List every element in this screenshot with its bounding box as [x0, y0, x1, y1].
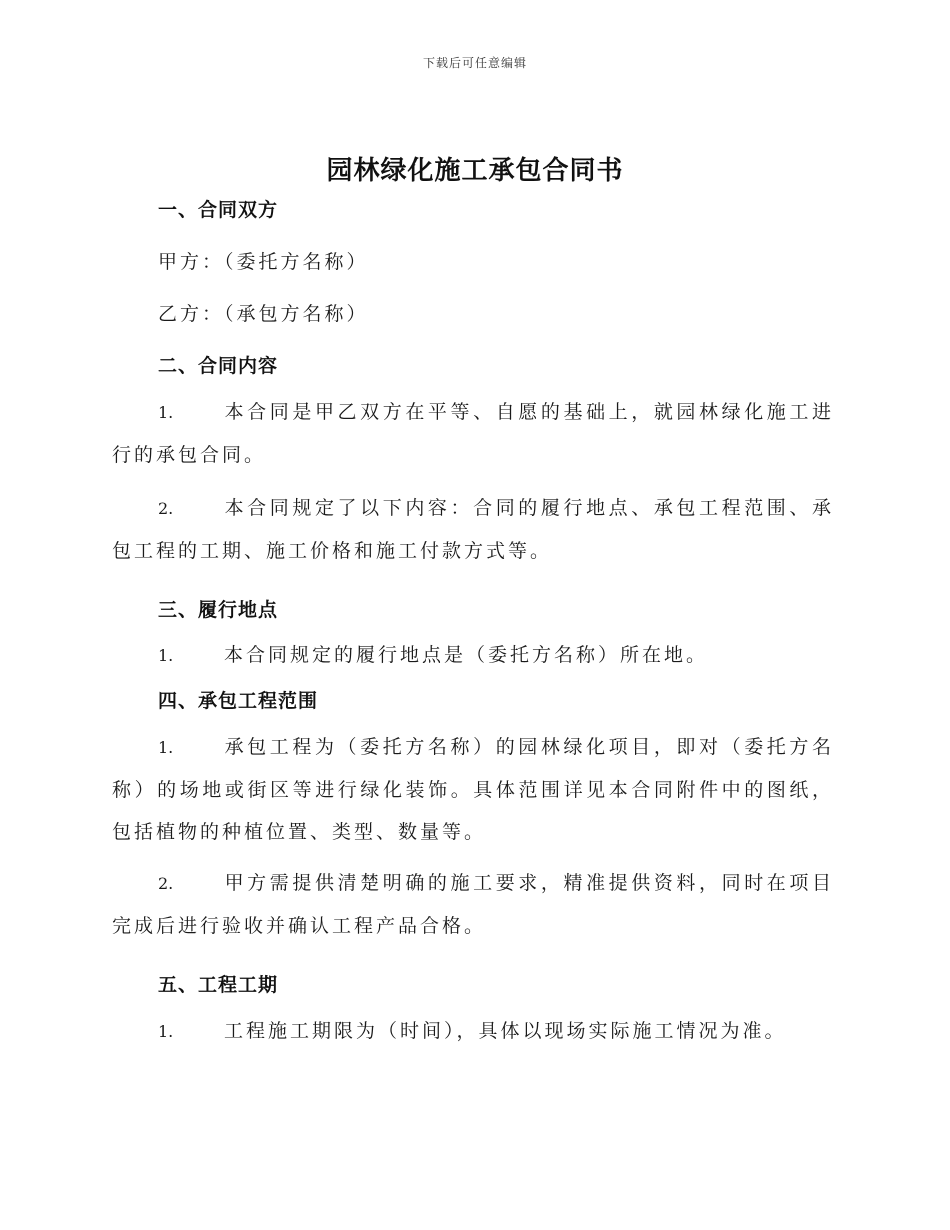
clause-item	[112, 1010, 834, 1053]
document-body	[112, 196, 834, 1053]
section-scope	[112, 687, 834, 947]
clause-number: 1.	[158, 738, 174, 757]
section-heading: 四、承包工程范围	[158, 690, 319, 712]
clause-number: 1.	[158, 403, 174, 422]
party-a-line: 甲方：（委托方名称）	[158, 251, 369, 273]
section-contract-content	[112, 352, 834, 572]
clause-text: 本合同规定的履行地点是（委托方名称）所在地。	[224, 644, 709, 666]
clause-item	[112, 634, 834, 677]
clause-text: 本合同规定了以下内容：合同的履行地点、承包工程范围、承包工程的工期、施工价格和施工付款方式等。	[112, 497, 834, 562]
party-b-line: 乙方：（承包方名称）	[158, 303, 369, 325]
clause-text: 本合同是甲乙双方在平等、自愿的基础上，就园林绿化施工进行的承包合同。	[112, 401, 834, 466]
page-header-note: 下载后可任意编辑	[422, 56, 527, 70]
clause-number: 1.	[158, 646, 174, 665]
section-heading: 五、工程工期	[158, 974, 279, 996]
section-performance-location	[112, 596, 834, 677]
clause-text: 承包工程为（委托方名称）的园林绿化项目，即对（委托方名称）的场地或街区等进行绿化装饰。具体范围详见本合同附件中的图纸，包括植物的种植位置、类型、数量等。	[112, 736, 834, 843]
clause-item	[112, 391, 834, 476]
clause-text: 甲方需提供清楚明确的施工要求，精准提供资料，同时在项目完成后进行验收并确认工程产品合格。	[112, 872, 834, 937]
section-parties	[112, 196, 834, 328]
section-schedule	[112, 971, 834, 1053]
section-heading: 一、合同双方	[158, 199, 279, 221]
clause-item	[112, 726, 834, 853]
section-heading: 二、合同内容	[158, 355, 279, 377]
section-heading: 三、履行地点	[158, 599, 279, 621]
clause-item	[112, 862, 834, 947]
clause-number: 2.	[158, 499, 174, 518]
clause-item	[112, 487, 834, 572]
document-title: 园林绿化施工承包合同书	[326, 156, 624, 186]
clause-text: 工程施工期限为（时间），具体以现场实际施工情况为准。	[224, 1020, 787, 1042]
clause-number: 2.	[158, 874, 174, 893]
clause-number: 1.	[158, 1022, 174, 1041]
